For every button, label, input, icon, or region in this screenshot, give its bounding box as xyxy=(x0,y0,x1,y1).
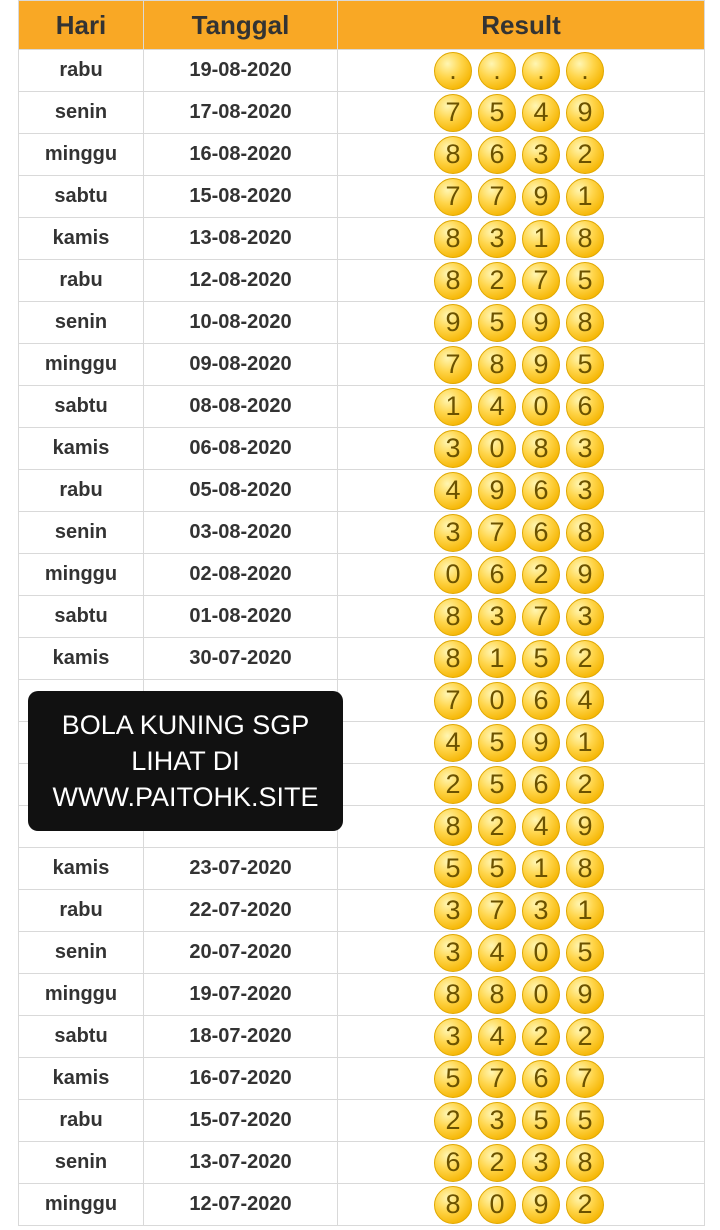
result-ball: 4 xyxy=(522,94,560,132)
row-result xyxy=(338,764,705,806)
row-result xyxy=(338,134,705,176)
row-result xyxy=(338,512,705,554)
row-date: 13-07-2020 xyxy=(144,1142,338,1184)
result-ball: 8 xyxy=(478,976,516,1014)
row-date: 16-08-2020 xyxy=(144,134,338,176)
result-ball: 3 xyxy=(434,1018,472,1056)
table-row xyxy=(19,890,705,932)
result-ball: 2 xyxy=(478,808,516,846)
row-date: 01-08-2020 xyxy=(144,596,338,638)
result-ball: 3 xyxy=(478,598,516,636)
result-ball: 1 xyxy=(522,850,560,888)
row-date: 02-08-2020 xyxy=(144,554,338,596)
result-ball: 2 xyxy=(566,766,604,804)
row-result xyxy=(338,680,705,722)
result-ball: 8 xyxy=(434,976,472,1014)
table-row xyxy=(19,176,705,218)
row-result xyxy=(338,302,705,344)
table-row xyxy=(19,638,705,680)
result-ball: 6 xyxy=(522,1060,560,1098)
row-day: senin xyxy=(19,512,144,554)
result-balls xyxy=(434,514,604,552)
row-result xyxy=(338,596,705,638)
result-ball: 2 xyxy=(566,1186,604,1224)
result-balls xyxy=(434,850,604,888)
result-ball: 9 xyxy=(522,1186,560,1224)
result-balls xyxy=(434,934,604,972)
row-day: minggu xyxy=(19,554,144,596)
result-ball: 8 xyxy=(434,1186,472,1224)
row-day: minggu xyxy=(19,344,144,386)
table-row xyxy=(19,470,705,512)
table-row xyxy=(19,302,705,344)
result-balls xyxy=(434,1102,604,1140)
table-row xyxy=(19,50,705,92)
result-ball: 7 xyxy=(434,682,472,720)
table-row xyxy=(19,554,705,596)
result-ball: 7 xyxy=(478,892,516,930)
result-ball: 6 xyxy=(566,388,604,426)
result-balls xyxy=(434,892,604,930)
result-ball: 2 xyxy=(478,262,516,300)
row-result xyxy=(338,806,705,848)
result-ball: 5 xyxy=(478,724,516,762)
result-balls xyxy=(434,556,604,594)
result-ball: 3 xyxy=(522,136,560,174)
result-balls xyxy=(434,724,604,762)
row-day: kamis xyxy=(19,638,144,680)
result-ball: 4 xyxy=(478,1018,516,1056)
result-ball: 8 xyxy=(434,808,472,846)
row-date: 15-07-2020 xyxy=(144,1100,338,1142)
result-ball: 2 xyxy=(566,1018,604,1056)
result-ball: 3 xyxy=(522,892,560,930)
table-row xyxy=(19,134,705,176)
row-day: kamis xyxy=(19,218,144,260)
result-ball: 7 xyxy=(478,514,516,552)
table-row xyxy=(19,1100,705,1142)
row-date: 10-08-2020 xyxy=(144,302,338,344)
row-day: rabu xyxy=(19,260,144,302)
result-ball: 5 xyxy=(478,304,516,342)
row-date: 18-07-2020 xyxy=(144,1016,338,1058)
result-ball: 5 xyxy=(478,850,516,888)
row-result xyxy=(338,1058,705,1100)
result-ball: 8 xyxy=(566,514,604,552)
result-ball: 9 xyxy=(522,304,560,342)
result-ball: 0 xyxy=(522,388,560,426)
row-day: minggu xyxy=(19,134,144,176)
result-ball: 9 xyxy=(522,178,560,216)
result-ball: 7 xyxy=(522,598,560,636)
result-ball: 9 xyxy=(434,304,472,342)
table-row xyxy=(19,386,705,428)
result-ball: 2 xyxy=(522,1018,560,1056)
row-result xyxy=(338,386,705,428)
result-ball: 3 xyxy=(566,472,604,510)
row-date: 05-08-2020 xyxy=(144,470,338,512)
result-ball: 0 xyxy=(434,556,472,594)
results-table-container xyxy=(18,0,704,1226)
promo-overlay xyxy=(28,691,343,831)
result-ball: 6 xyxy=(522,472,560,510)
result-ball: 0 xyxy=(478,1186,516,1224)
table-row xyxy=(19,1142,705,1184)
result-ball: 3 xyxy=(434,892,472,930)
result-ball: 5 xyxy=(478,766,516,804)
row-result xyxy=(338,176,705,218)
row-result xyxy=(338,722,705,764)
result-ball: 8 xyxy=(566,850,604,888)
result-ball: 7 xyxy=(434,346,472,384)
row-day: kamis xyxy=(19,428,144,470)
result-ball: 3 xyxy=(566,430,604,468)
table-row xyxy=(19,344,705,386)
result-ball: 5 xyxy=(478,94,516,132)
result-ball: 8 xyxy=(434,598,472,636)
result-ball: 7 xyxy=(566,1060,604,1098)
row-day: rabu xyxy=(19,470,144,512)
result-ball: 8 xyxy=(434,220,472,258)
table-row xyxy=(19,260,705,302)
overlay-line-1: BOLA KUNING SGP xyxy=(61,710,310,740)
result-ball: 9 xyxy=(566,94,604,132)
result-ball: 2 xyxy=(478,1144,516,1182)
header-result: Result xyxy=(338,1,705,50)
result-ball: 0 xyxy=(478,430,516,468)
result-ball: 9 xyxy=(478,472,516,510)
table-row xyxy=(19,92,705,134)
table-row xyxy=(19,428,705,470)
row-date: 19-08-2020 xyxy=(144,50,338,92)
row-result xyxy=(338,218,705,260)
result-ball: 6 xyxy=(522,514,560,552)
overlay-line-2: LIHAT DI xyxy=(131,746,240,776)
result-balls xyxy=(434,1018,604,1056)
result-ball: 4 xyxy=(478,388,516,426)
result-ball: 6 xyxy=(522,682,560,720)
row-date: 06-08-2020 xyxy=(144,428,338,470)
row-result xyxy=(338,1184,705,1226)
result-balls xyxy=(434,808,604,846)
result-balls xyxy=(434,1144,604,1182)
row-result xyxy=(338,50,705,92)
row-day: senin xyxy=(19,1142,144,1184)
table-body xyxy=(19,50,705,1226)
header-day: Hari xyxy=(19,1,144,50)
result-ball: 5 xyxy=(566,262,604,300)
table-row xyxy=(19,1184,705,1226)
table-row xyxy=(19,596,705,638)
result-ball: 7 xyxy=(478,178,516,216)
row-date: 13-08-2020 xyxy=(144,218,338,260)
result-balls xyxy=(434,178,604,216)
row-result xyxy=(338,554,705,596)
header-date: Tanggal xyxy=(144,1,338,50)
row-day: minggu xyxy=(19,974,144,1016)
result-balls xyxy=(434,220,604,258)
result-ball: 9 xyxy=(522,346,560,384)
row-date: 22-07-2020 xyxy=(144,890,338,932)
row-result xyxy=(338,1142,705,1184)
result-ball: 8 xyxy=(566,220,604,258)
result-ball: 3 xyxy=(478,1102,516,1140)
result-balls xyxy=(434,430,604,468)
result-ball: 4 xyxy=(434,472,472,510)
result-ball: 1 xyxy=(522,220,560,258)
row-date: 20-07-2020 xyxy=(144,932,338,974)
result-ball: 2 xyxy=(566,640,604,678)
result-ball: 7 xyxy=(434,178,472,216)
row-result xyxy=(338,1016,705,1058)
row-date: 17-08-2020 xyxy=(144,92,338,134)
result-ball: 1 xyxy=(478,640,516,678)
row-day: senin xyxy=(19,92,144,134)
result-ball: 3 xyxy=(434,514,472,552)
row-day: rabu xyxy=(19,1100,144,1142)
result-ball: 4 xyxy=(434,724,472,762)
result-ball: 8 xyxy=(478,346,516,384)
row-day: kamis xyxy=(19,848,144,890)
result-ball: 3 xyxy=(566,598,604,636)
result-ball: 4 xyxy=(478,934,516,972)
row-date: 12-08-2020 xyxy=(144,260,338,302)
result-balls xyxy=(434,598,604,636)
row-result xyxy=(338,92,705,134)
result-ball: 5 xyxy=(566,934,604,972)
result-balls xyxy=(434,766,604,804)
result-ball: 5 xyxy=(566,346,604,384)
result-balls xyxy=(434,52,604,90)
row-result xyxy=(338,974,705,1016)
result-ball: 6 xyxy=(478,136,516,174)
table-row xyxy=(19,848,705,890)
row-day: rabu xyxy=(19,50,144,92)
result-ball: 5 xyxy=(522,1102,560,1140)
result-balls xyxy=(434,262,604,300)
row-date: 03-08-2020 xyxy=(144,512,338,554)
result-ball: 0 xyxy=(522,934,560,972)
result-ball: 8 xyxy=(566,304,604,342)
row-date: 09-08-2020 xyxy=(144,344,338,386)
result-ball: 3 xyxy=(522,1144,560,1182)
result-ball: 0 xyxy=(478,682,516,720)
result-ball: 7 xyxy=(522,262,560,300)
table-row xyxy=(19,1058,705,1100)
result-ball: 6 xyxy=(478,556,516,594)
result-ball: . xyxy=(478,52,516,90)
row-result xyxy=(338,848,705,890)
row-result xyxy=(338,890,705,932)
table-header-row xyxy=(19,1,705,50)
overlay-line-3: WWW.PAITOHK.SITE xyxy=(52,782,319,812)
result-ball: 3 xyxy=(478,220,516,258)
result-ball: 1 xyxy=(566,892,604,930)
row-result xyxy=(338,932,705,974)
result-balls xyxy=(434,472,604,510)
row-date: 19-07-2020 xyxy=(144,974,338,1016)
result-ball: 5 xyxy=(434,1060,472,1098)
row-date: 23-07-2020 xyxy=(144,848,338,890)
result-ball: . xyxy=(522,52,560,90)
table-row xyxy=(19,512,705,554)
result-balls xyxy=(434,388,604,426)
result-ball: 6 xyxy=(434,1144,472,1182)
table-row xyxy=(19,218,705,260)
row-date: 30-07-2020 xyxy=(144,638,338,680)
result-ball: 8 xyxy=(522,430,560,468)
row-day: rabu xyxy=(19,890,144,932)
result-ball: 2 xyxy=(434,1102,472,1140)
result-ball: 5 xyxy=(434,850,472,888)
result-balls xyxy=(434,682,604,720)
result-ball: 5 xyxy=(566,1102,604,1140)
result-ball: 0 xyxy=(522,976,560,1014)
result-ball: 2 xyxy=(566,136,604,174)
result-balls xyxy=(434,304,604,342)
result-ball: 2 xyxy=(522,556,560,594)
row-date: 16-07-2020 xyxy=(144,1058,338,1100)
result-ball: 8 xyxy=(566,1144,604,1182)
results-table xyxy=(18,0,705,1226)
result-ball: 5 xyxy=(522,640,560,678)
result-ball: 2 xyxy=(434,766,472,804)
result-balls xyxy=(434,346,604,384)
result-ball: 3 xyxy=(434,934,472,972)
result-ball: 1 xyxy=(566,724,604,762)
row-result xyxy=(338,344,705,386)
row-day: senin xyxy=(19,302,144,344)
result-balls xyxy=(434,136,604,174)
row-day: kamis xyxy=(19,1058,144,1100)
row-day: sabtu xyxy=(19,596,144,638)
row-result xyxy=(338,1100,705,1142)
row-result xyxy=(338,428,705,470)
result-balls xyxy=(434,1060,604,1098)
result-ball: 9 xyxy=(566,556,604,594)
result-balls xyxy=(434,94,604,132)
row-date: 15-08-2020 xyxy=(144,176,338,218)
row-day: sabtu xyxy=(19,176,144,218)
result-ball: 7 xyxy=(434,94,472,132)
result-ball: 9 xyxy=(522,724,560,762)
result-ball: 1 xyxy=(434,388,472,426)
result-ball: 8 xyxy=(434,136,472,174)
result-ball: 6 xyxy=(522,766,560,804)
result-ball: 4 xyxy=(522,808,560,846)
row-result xyxy=(338,470,705,512)
table-row xyxy=(19,932,705,974)
result-balls xyxy=(434,1186,604,1224)
table-row xyxy=(19,974,705,1016)
row-result xyxy=(338,260,705,302)
result-ball: 9 xyxy=(566,808,604,846)
result-ball: . xyxy=(566,52,604,90)
row-day: senin xyxy=(19,932,144,974)
result-ball: 4 xyxy=(566,682,604,720)
row-date: 08-08-2020 xyxy=(144,386,338,428)
result-ball: 9 xyxy=(566,976,604,1014)
result-ball: 8 xyxy=(434,262,472,300)
result-ball: 1 xyxy=(566,178,604,216)
result-ball: 3 xyxy=(434,430,472,468)
result-ball: . xyxy=(434,52,472,90)
row-day: sabtu xyxy=(19,1016,144,1058)
row-result xyxy=(338,638,705,680)
row-day: sabtu xyxy=(19,386,144,428)
result-ball: 8 xyxy=(434,640,472,678)
result-ball: 7 xyxy=(478,1060,516,1098)
row-day: minggu xyxy=(19,1184,144,1226)
row-date: 12-07-2020 xyxy=(144,1184,338,1226)
result-balls xyxy=(434,640,604,678)
result-balls xyxy=(434,976,604,1014)
table-row xyxy=(19,1016,705,1058)
